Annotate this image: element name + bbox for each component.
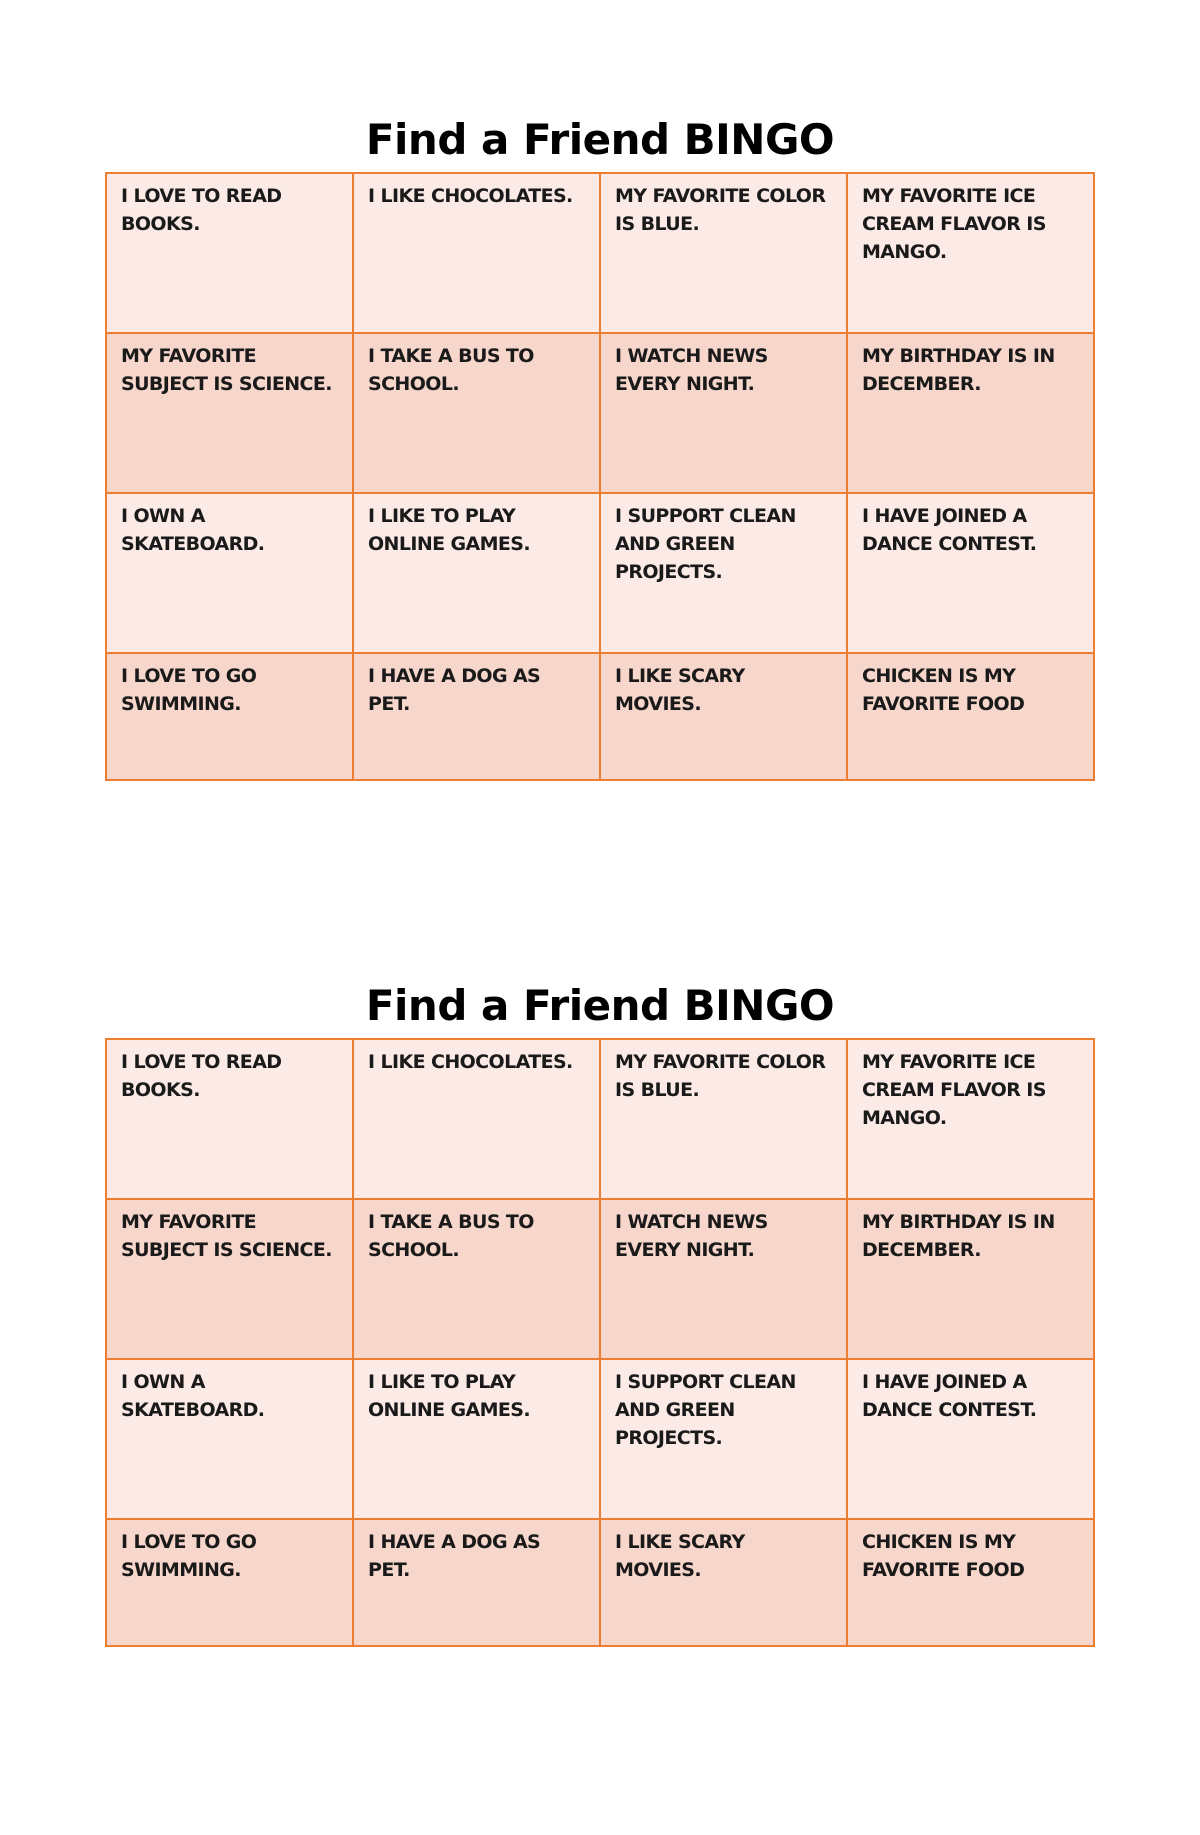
bingo-cell[interactable]: MY FAVORITE COLOR IS BLUE.: [600, 173, 847, 333]
bingo-cell[interactable]: CHICKEN IS MY FAVORITE FOOD: [847, 653, 1094, 780]
bingo-cell[interactable]: I HAVE JOINED A DANCE CONTEST.: [847, 493, 1094, 653]
bingo-row: [106, 1039, 1094, 1199]
bingo-row: [106, 1519, 1094, 1646]
bingo-card-1: [0, 110, 1200, 715]
bingo-grid: [105, 172, 1095, 781]
bingo-row: [106, 173, 1094, 333]
bingo-row: [106, 493, 1094, 653]
bingo-cell[interactable]: MY BIRTHDAY IS IN DECEMBER.: [847, 333, 1094, 493]
bingo-cell[interactable]: MY FAVORITE ICE CREAM FLAVOR IS MANGO.: [847, 1039, 1094, 1199]
bingo-row: [106, 1359, 1094, 1519]
bingo-row: [106, 653, 1094, 780]
bingo-cell[interactable]: I LIKE TO PLAY ONLINE GAMES.: [353, 493, 600, 653]
bingo-row: [106, 1199, 1094, 1359]
bingo-cell[interactable]: I LIKE TO PLAY ONLINE GAMES.: [353, 1359, 600, 1519]
bingo-card-2: [0, 976, 1200, 1581]
bingo-cell[interactable]: I SUPPORT CLEAN AND GREEN PROJECTS.: [600, 493, 847, 653]
bingo-cell[interactable]: I LIKE SCARY MOVIES.: [600, 1519, 847, 1646]
bingo-cell[interactable]: I TAKE A BUS TO SCHOOL.: [353, 333, 600, 493]
card-title: Find a Friend BINGO: [365, 115, 835, 164]
bingo-cell[interactable]: I OWN A SKATEBOARD.: [106, 1359, 353, 1519]
bingo-grid: [105, 1038, 1095, 1647]
bingo-cell[interactable]: MY FAVORITE SUBJECT IS SCIENCE.: [106, 1199, 353, 1359]
bingo-cell[interactable]: MY FAVORITE ICE CREAM FLAVOR IS MANGO.: [847, 173, 1094, 333]
bingo-cell[interactable]: I SUPPORT CLEAN AND GREEN PROJECTS.: [600, 1359, 847, 1519]
bingo-cell[interactable]: MY FAVORITE SUBJECT IS SCIENCE.: [106, 333, 353, 493]
bingo-cell[interactable]: CHICKEN IS MY FAVORITE FOOD: [847, 1519, 1094, 1646]
bingo-cell[interactable]: I TAKE A BUS TO SCHOOL.: [353, 1199, 600, 1359]
bingo-cell[interactable]: I WATCH NEWS EVERY NIGHT.: [600, 333, 847, 493]
bingo-cell[interactable]: I LIKE SCARY MOVIES.: [600, 653, 847, 780]
bingo-cell[interactable]: I HAVE JOINED A DANCE CONTEST.: [847, 1359, 1094, 1519]
bingo-cell[interactable]: MY FAVORITE COLOR IS BLUE.: [600, 1039, 847, 1199]
bingo-cell[interactable]: MY BIRTHDAY IS IN DECEMBER.: [847, 1199, 1094, 1359]
bingo-cell[interactable]: I OWN A SKATEBOARD.: [106, 493, 353, 653]
bingo-cell[interactable]: I HAVE A DOG AS PET.: [353, 653, 600, 780]
bingo-cell[interactable]: I WATCH NEWS EVERY NIGHT.: [600, 1199, 847, 1359]
bingo-cell[interactable]: I HAVE A DOG AS PET.: [353, 1519, 600, 1646]
bingo-row: [106, 333, 1094, 493]
bingo-cell[interactable]: I LOVE TO GO SWIMMING.: [106, 653, 353, 780]
bingo-cell[interactable]: I LOVE TO READ BOOKS.: [106, 1039, 353, 1199]
bingo-cell[interactable]: I LOVE TO GO SWIMMING.: [106, 1519, 353, 1646]
card-title: Find a Friend BINGO: [365, 981, 835, 1030]
bingo-cell[interactable]: I LIKE CHOCOLATES.: [353, 173, 600, 333]
bingo-cell[interactable]: I LIKE CHOCOLATES.: [353, 1039, 600, 1199]
bingo-cell[interactable]: I LOVE TO READ BOOKS.: [106, 173, 353, 333]
